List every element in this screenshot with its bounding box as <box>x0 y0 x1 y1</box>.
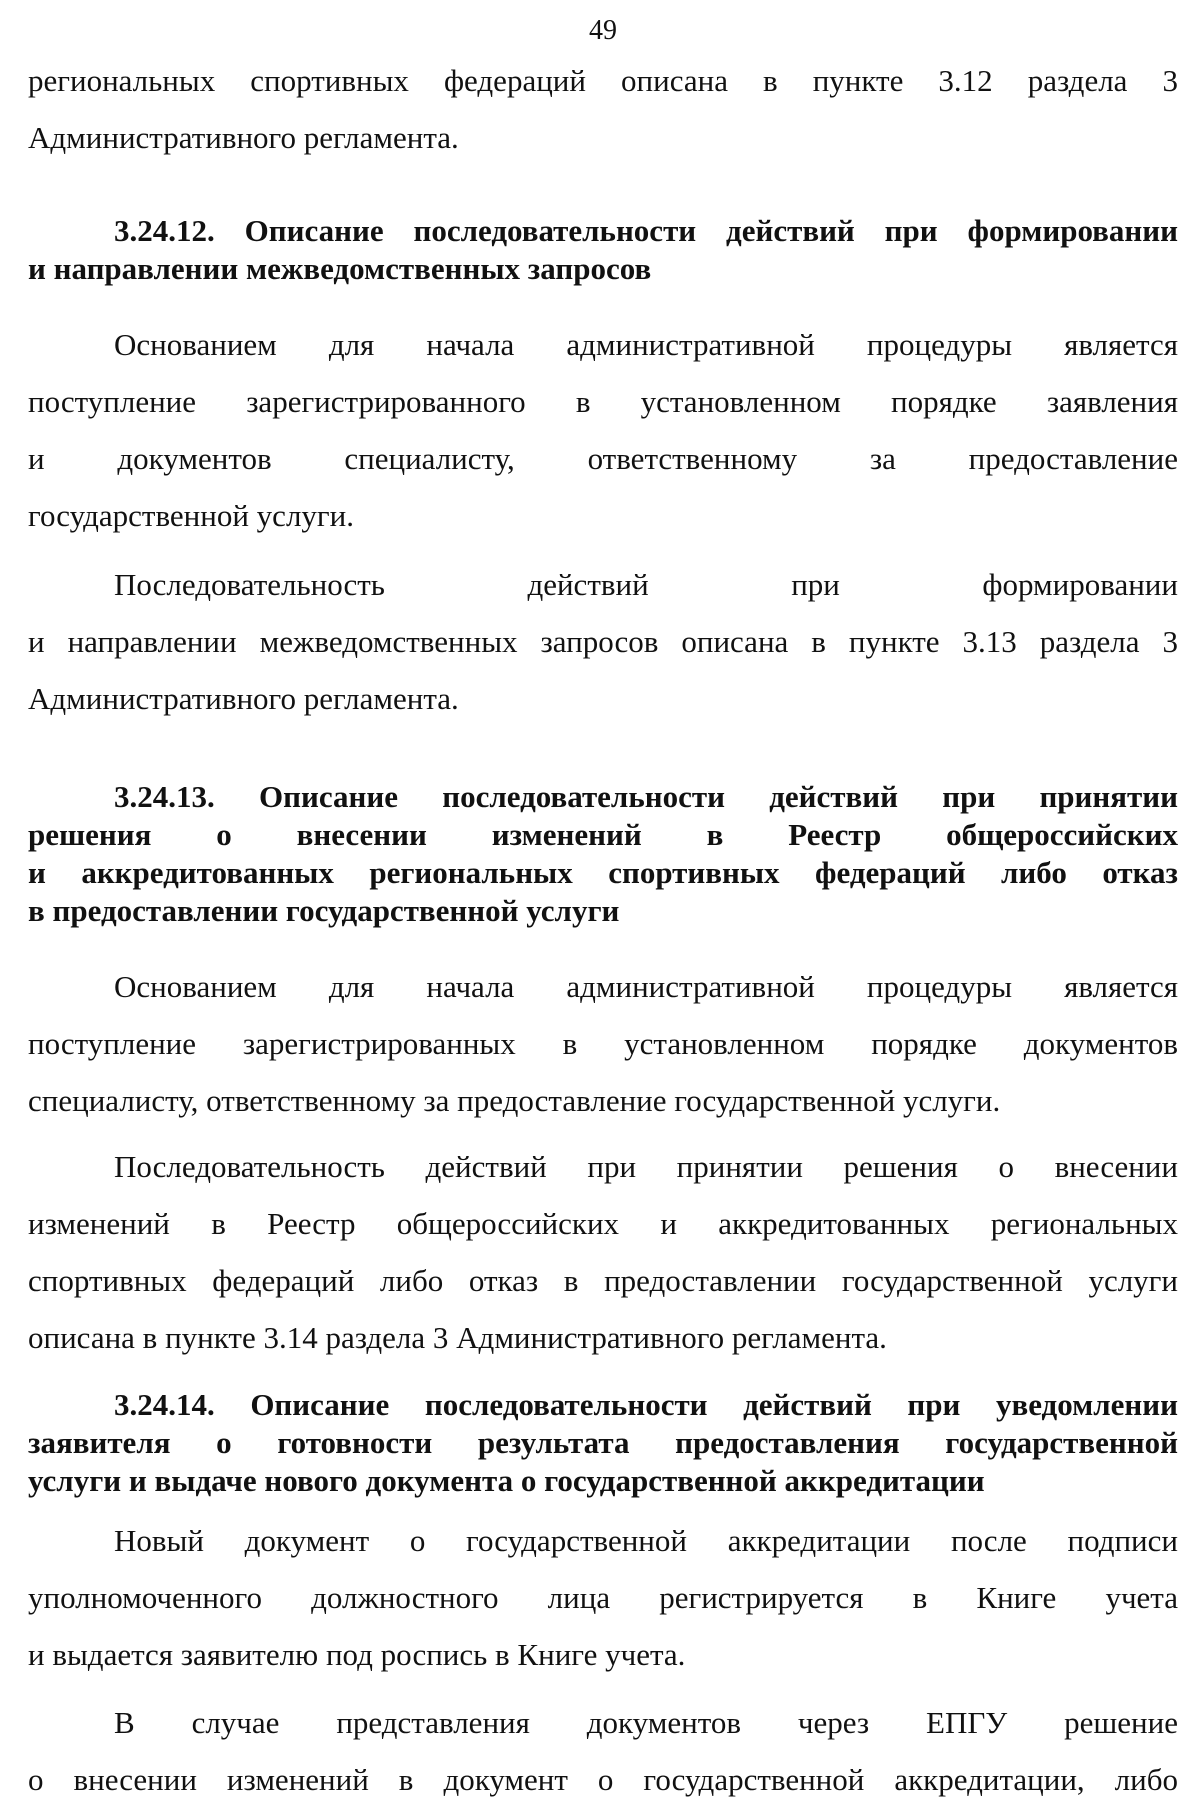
text-line: специалисту, ответственному за предоставление государственной услуги. <box>28 1083 1001 1118</box>
heading-line: услуги и выдаче нового документа о государственной аккредитации <box>28 1463 985 1498</box>
text-line: Новый документ о государственной аккредитации после подписи <box>114 1523 1178 1558</box>
text-line: региональных спортивных федераций описана в пункте 3.12 раздела 3 <box>28 63 1178 98</box>
paragraph-sequence-2 <box>28 1138 1178 1366</box>
heading-line: 3.24.12. Описание последовательности действий при формировании <box>114 213 1178 248</box>
text-line: Последовательность действий при принятии решения о внесении <box>114 1149 1178 1184</box>
section-heading-3-24-12 <box>28 212 1178 288</box>
page-number: 49 <box>589 15 617 46</box>
paragraph-basis-1 <box>28 316 1178 544</box>
text-line: о внесении изменений в документ о государственной аккредитации, либо <box>28 1762 1178 1797</box>
paragraph-continuation <box>28 52 1178 166</box>
text-line: и документов специалисту, ответственному за предоставление <box>28 441 1178 476</box>
text-line: Последовательность действий при формировании <box>114 567 1178 602</box>
paragraph-epgu <box>28 1694 1178 1808</box>
text-line: и направлении межведомственных запросов описана в пункте 3.13 раздела 3 <box>28 624 1178 659</box>
text-line: описана в пункте 3.14 раздела 3 Административного регламента. <box>28 1320 887 1355</box>
text-line: Административного регламента. <box>28 681 459 716</box>
text-line: спортивных федераций либо отказ в предоставлении государственной услуги <box>28 1263 1178 1298</box>
text-line: поступление зарегистрированных в установленном порядке документов <box>28 1026 1178 1061</box>
heading-line: и направлении межведомственных запросов <box>28 251 652 286</box>
section-heading-3-24-14 <box>28 1386 1178 1500</box>
text-line: изменений в Реестр общероссийских и аккредитованных региональных <box>28 1206 1178 1241</box>
heading-line: заявителя о готовности результата предоставления государственной <box>28 1425 1178 1460</box>
heading-line: 3.24.13. Описание последовательности действий при принятии <box>114 779 1178 814</box>
heading-line: решения о внесении изменений в Реестр общероссийских <box>28 817 1178 852</box>
text-line: уполномоченного должностного лица регистрируется в Книге учета <box>28 1580 1178 1615</box>
heading-line: и аккредитованных региональных спортивных федераций либо отказ <box>28 855 1178 890</box>
heading-line: 3.24.14. Описание последовательности действий при уведомлении <box>114 1387 1178 1422</box>
text-line: и выдается заявителю под роспись в Книге учета. <box>28 1637 686 1672</box>
text-line: государственной услуги. <box>28 498 354 533</box>
text-line: В случае представления документов через ЕПГУ решение <box>114 1705 1178 1740</box>
paragraph-new-document <box>28 1512 1178 1683</box>
text-line: Основанием для начала административной процедуры является <box>114 969 1178 1004</box>
heading-line: в предоставлении государственной услуги <box>28 893 620 928</box>
paragraph-basis-2 <box>28 958 1178 1129</box>
text-line: поступление зарегистрированного в установленном порядке заявления <box>28 384 1178 419</box>
section-heading-3-24-13 <box>28 778 1178 930</box>
text-line: Административного регламента. <box>28 120 459 155</box>
paragraph-sequence-1 <box>28 556 1178 727</box>
text-line: Основанием для начала административной процедуры является <box>114 327 1178 362</box>
